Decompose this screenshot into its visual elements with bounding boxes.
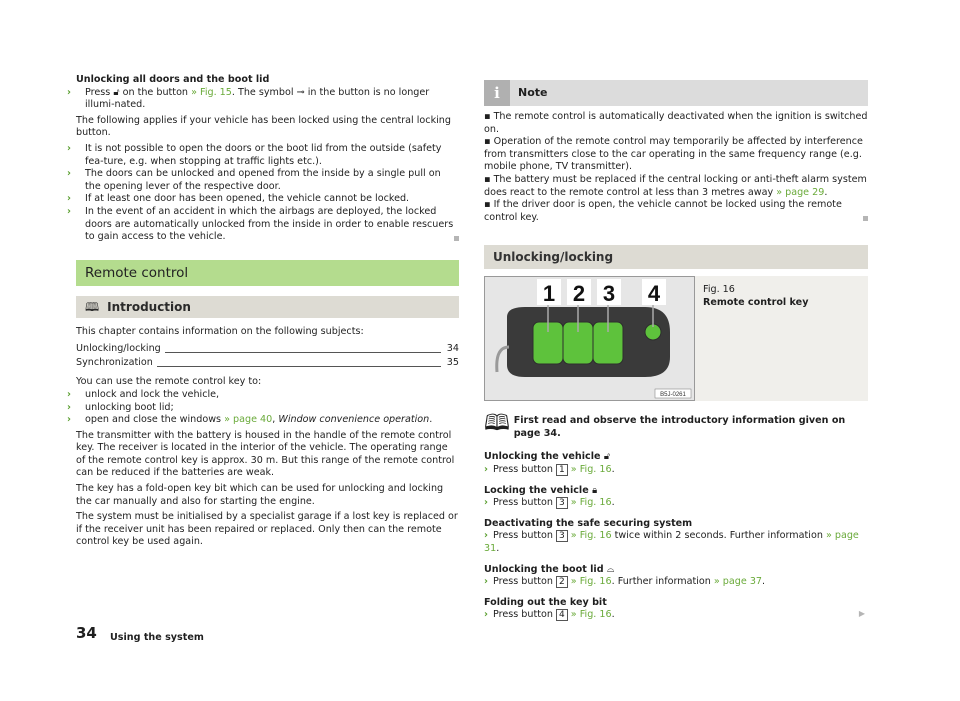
unlock-boot-block: Unlocking the boot lid ⌓ › Press button 2 » Fig. 16. Further information » page 37. — [484, 564, 868, 589]
left-column — [67, 74, 459, 552]
right-column — [484, 80, 868, 622]
arrow-icon: › — [67, 168, 71, 180]
fig-number-3: 3 — [602, 281, 616, 307]
page-29-link[interactable]: » page 29 — [776, 186, 825, 198]
remote-key-illustration — [485, 277, 694, 400]
arrow-icon: › — [67, 388, 71, 400]
button-4-label: 4 — [556, 609, 568, 621]
fig-16-link[interactable]: » Fig. 16 — [570, 463, 612, 475]
deactivate-title: Deactivating the safe securing system — [484, 517, 693, 529]
bullet-following-2: › The doors can be unlocked and opened from the inside by a single pull on the opening lever of the respective door. — [67, 168, 441, 192]
para-initialised: The system must be initialised by a specialist garage if a lost key is replaced or if the receiver unit has been repaired or replaced. Only then can the remote control key be used again. — [76, 511, 458, 548]
para-transmitter: The transmitter with the battery is housed in the handle of the remote control key. The receiver is located in the interior of the vehicle. The operating range of the remote control key is approx. 30 m. But this range of the remote control can be reduced if the batteries are weak. — [76, 429, 455, 479]
section-introduction: 🕮 Introduction — [76, 296, 459, 318]
end-mark-icon — [454, 236, 459, 241]
fig-16-link[interactable]: » Fig. 16 — [570, 609, 612, 621]
info-icon: i — [484, 80, 510, 106]
fold-title: Folding out the key bit — [484, 596, 607, 608]
arrow-icon: › — [67, 142, 71, 154]
fold-key-block: Folding out the key bit › Press button 4 » Fig. 16. ▶ — [484, 597, 868, 622]
key-symbol-icon: ⊸ — [296, 86, 305, 98]
arrow-icon: › — [67, 193, 71, 205]
first-read-text: First read and observe the introductory information given on page 34. — [513, 415, 846, 439]
figure-caption — [695, 276, 816, 401]
arrow-icon: › — [67, 205, 71, 217]
figure-16 — [484, 276, 868, 401]
para-foldopen: The key has a fold-open key bit which can be used for unlocking and locking the car manually and also for starting the engine. — [76, 483, 444, 507]
note-item-3: ▪ The battery must be replaced if the central locking or anti-theft alarm system does react to the remote control at less than 3 metres away » page 29. — [484, 173, 867, 198]
remote-key-image — [484, 276, 695, 401]
square-bullet-icon: ▪ — [484, 173, 494, 185]
square-bullet-icon: ▪ — [484, 136, 494, 148]
bullet-following-3: › If at least one door has been opened, the vehicle cannot be locked. — [67, 193, 410, 205]
fig-16-link[interactable]: » Fig. 16 — [570, 497, 612, 509]
lock-icon: 🔒︎ — [592, 484, 598, 496]
fig-caption-text: Remote control key — [703, 296, 809, 308]
car-boot-icon: ⌓ — [606, 563, 615, 575]
page-37-link[interactable]: » page 37 — [713, 576, 763, 588]
button-3-label: 3 — [556, 497, 568, 509]
note-item-4: ▪ If the driver door is open, the vehicle cannot be locked using the remote control key. — [484, 199, 868, 224]
section-unlocking-locking: Unlocking/locking — [484, 245, 868, 269]
unlock-boot-title: Unlocking the boot lid ⌓ — [484, 563, 615, 575]
page-number: 34 — [76, 624, 97, 642]
note-item-1: ▪ The remote control is automatically deactivated when the ignition is switched on. — [484, 111, 868, 135]
para-following: The following applies if your vehicle has been locked using the central locking button. — [76, 114, 451, 139]
fig-16-link[interactable]: » Fig. 16 — [570, 576, 612, 588]
lock-vehicle-block: Locking the vehicle 🔒︎ › Press button 3 » Fig. 16. — [484, 485, 868, 510]
press-instruction: › Press 🔓︎ on the button » Fig. 15. The symbol ⊸ in the button is no longer illumi-nated. — [67, 86, 430, 111]
bullet-following-1: › It is not possible to open the doors or the boot lid from the outside (safety fea-ture, e.g. when stopping at traffic lights etc.). — [67, 142, 442, 167]
arrow-icon: › — [67, 86, 71, 98]
intro-text: This chapter contains information on the following subjects: — [76, 325, 364, 337]
note-header — [484, 80, 868, 106]
first-read-row — [484, 413, 868, 443]
footer-section: Using the system — [110, 632, 204, 643]
unlock-icon: 🔓︎ — [603, 451, 611, 463]
button-2-label: 2 — [556, 576, 568, 588]
arrow-icon: › — [484, 530, 488, 542]
book-icon: 🕮 — [484, 411, 510, 437]
page-31-link[interactable]: » page 31 — [484, 530, 859, 554]
fig-label: Fig. 16 — [703, 284, 735, 296]
arrow-icon: › — [484, 463, 488, 475]
fig-number-1: 1 — [542, 281, 556, 307]
square-bullet-icon: ▪ — [484, 199, 494, 211]
heading-unlock-all: Unlocking all doors and the boot lid — [76, 74, 270, 85]
deactivate-block: Deactivating the safe securing system › Press button 3 » Fig. 16 twice within 2 seconds. Further information » page 31. — [484, 518, 868, 556]
note-item-2: ▪ Operation of the remote control may temporarily be affected by interference from transmitters close to the car operating in the same frequency range (e.g. mobile phone, TV transmitter). — [484, 136, 863, 173]
toc-entry-synchronization[interactable]: Synchronization 35 — [76, 357, 459, 369]
toc-entry-unlocking[interactable]: Unlocking/locking 34 — [76, 343, 459, 355]
continue-triangle-icon: ▶ — [858, 609, 865, 619]
arrow-icon: › — [484, 497, 488, 509]
unlock-symbol-icon: 🔓︎ — [113, 86, 120, 98]
square-bullet-icon: ▪ — [484, 111, 494, 122]
page-40-link[interactable]: » page 40 — [224, 414, 273, 426]
fig-number-2: 2 — [572, 281, 586, 307]
unlock-vehicle-title: Unlocking the vehicle 🔓︎ — [484, 451, 611, 463]
book-icon: 🕮 — [85, 299, 100, 314]
end-mark-icon — [863, 216, 868, 221]
arrow-icon: › — [67, 414, 71, 426]
button-1-label: 1 — [556, 464, 568, 476]
use-bullet-2: › unlocking boot lid; — [67, 401, 174, 413]
fig-number-4: 4 — [647, 281, 661, 307]
section-remote-control: Remote control — [76, 260, 459, 286]
note-title: Note — [518, 85, 548, 99]
unlock-vehicle-block: Unlocking the vehicle 🔓︎ › Press button 1 » Fig. 16. — [484, 451, 868, 476]
lock-vehicle-title: Locking the vehicle 🔒︎ — [484, 484, 598, 496]
fig-16-link[interactable]: » Fig. 16 — [570, 530, 612, 542]
bullet-following-4: › In the event of an accident in which the airbags are deployed, the locked doors are automatically unlocked from the inside in order to enable rescuers to gain access to the vehicle. — [76, 206, 459, 244]
fig-15-link[interactable]: » Fig. 15 — [191, 86, 232, 98]
arrow-icon: › — [484, 609, 488, 621]
fig-code: B5J-0261 — [660, 392, 686, 399]
use-bullet-1: › unlock and lock the vehicle, — [67, 388, 220, 400]
arrow-icon: › — [67, 401, 71, 413]
button-3-label: 3 — [556, 530, 568, 542]
use-text: You can use the remote control key to: — [76, 376, 262, 388]
arrow-icon: › — [484, 576, 488, 588]
use-bullet-3: › open and close the windows » page 40, Window convenience operation. — [67, 414, 433, 426]
